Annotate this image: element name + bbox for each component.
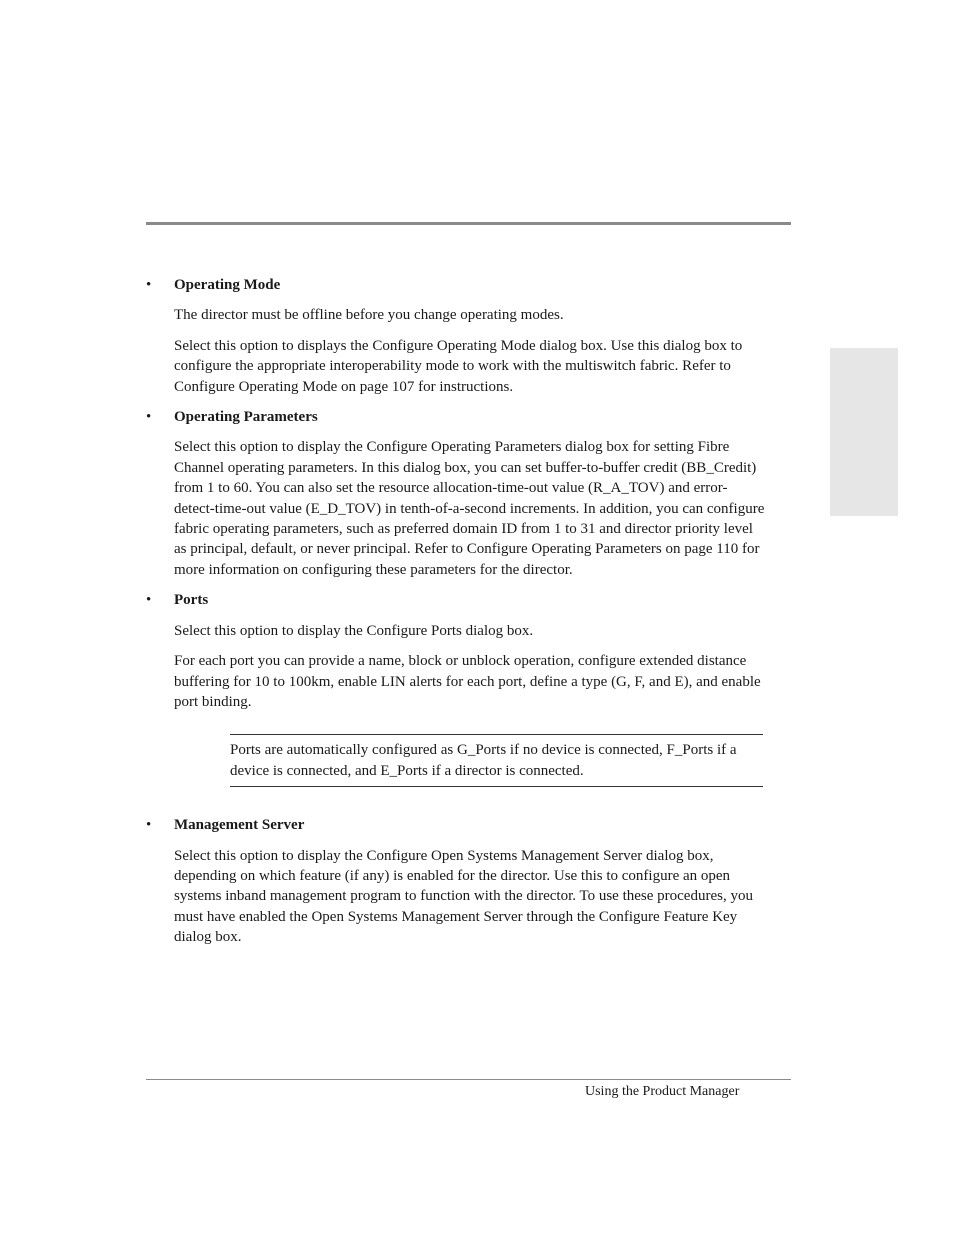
- bullet-row: [146, 590, 766, 610]
- bullet-marker: •: [146, 409, 152, 426]
- paragraph: Select this option to display the Configure Open Systems Management Server dialog box, depending on which feature (if any) is enabled for the director. Use this to configure an open systems inband management program to function with the director. To use these procedures, you must have enabled the Open Systems Management Server through the Configure Feature Key dialog box.: [174, 847, 753, 946]
- bullet-row: [146, 815, 766, 835]
- paragraph: For each port you can provide a name, block or unblock operation, configure extended distance buffering for 10 to 100km, enable LIN alerts for each port, define a type (G, F, and E), and enable port binding.: [174, 653, 761, 710]
- chapter-tab: [830, 348, 898, 516]
- bullet-heading: Operating Mode: [174, 277, 281, 293]
- bullet-row: [146, 407, 766, 427]
- page-footer: Using the Product Manager: [585, 1084, 740, 1099]
- bullet-heading: Operating Parameters: [174, 409, 318, 426]
- bullet-heading: Ports: [174, 592, 209, 609]
- paragraph: Select this option to displays the Configure Operating Mode dialog box. Use this dialog box to configure the appropriate interoperability mode to work with the multiswitch fabric. Refer to Configure Operating Mode on page 107 for instructions.: [174, 337, 743, 395]
- note-box: Ports are automatically configured as G_Ports if no device is connected, F_Ports if a device is connected, and E_Ports if a director is connected.: [230, 734, 763, 787]
- bullet-heading: Management Server: [174, 817, 305, 834]
- bullet-operating-mode: [146, 275, 766, 397]
- paragraph: The director must be offline before you change operating modes.: [174, 307, 564, 324]
- page-content: [146, 275, 766, 958]
- paragraph: Select this option to display the Configure Operating Parameters dialog box for setting Fibre Channel operating parameters. In this dialog box, you can set buffer-to-buffer credit (BB_Credit) from 1 to 60. You can also set the resource allocation-time-out value (R_A_TOV) and error-detect-time-out value (E_D_TOV) in tenth-of-a-second increments. In addition, you can configure fabric operating parameters, such as preferred domain ID from 1 to 31 and director priority level as principal, default, or never principal. Refer to Configure Operating Parameters on page 110 for more information on configuring these parameters for the director.: [174, 439, 765, 578]
- bullet-operating-parameters: [146, 407, 766, 580]
- header-rule: [146, 222, 791, 225]
- bullet-marker: •: [146, 592, 152, 609]
- bullet-marker: •: [146, 817, 152, 834]
- paragraph: Select this option to display the Configure Ports dialog box.: [174, 622, 534, 639]
- bullet-row: [146, 275, 766, 295]
- bullet-management-server: [146, 815, 766, 947]
- bullet-marker: •: [146, 277, 152, 293]
- bullet-ports: [146, 590, 766, 787]
- footer-rule: [146, 1079, 791, 1080]
